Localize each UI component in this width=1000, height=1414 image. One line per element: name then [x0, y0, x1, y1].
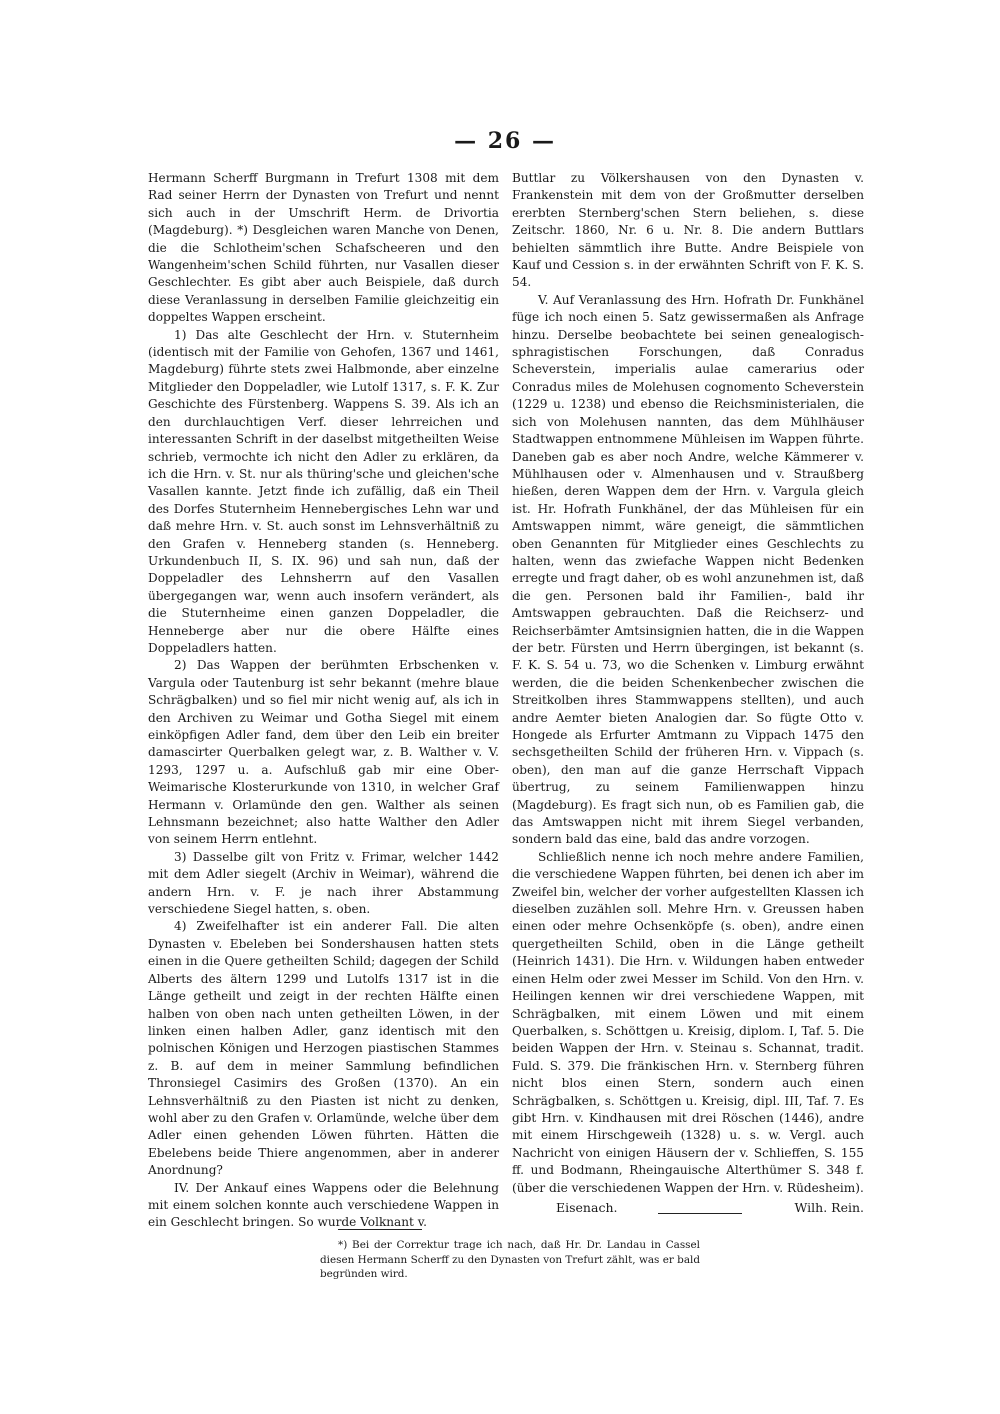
- end-rule: [658, 1213, 742, 1214]
- page-number: — 26 —: [454, 128, 556, 154]
- paragraph: 2) Das Wappen der berühmten Erbschenken v. Vargula oder Tautenburg ist sehr bekannt (mehre blaue Schrägbalken) und so fiel mir nicht wenig auf, als ich in den Archiven zu Weimar und Gotha Siegel mit einem einköpfigen Adler fand, dem über den Leib ein breiter damascirter Querbalken gelegt war, z. B. Walther v. V. 1293, 1297 u. a. Aufschluß gab mir eine Ober-Weimarische Klosterurkunde von 1310, in welcher Graf Hermann v. Orlamünde den gen. Walther als seinen Lehnsmann bezeichnet; also hatte Walther den Adler von seinem Herrn entlehnt.: [148, 658, 499, 847]
- right-column: [512, 170, 864, 1218]
- left-column: [148, 170, 499, 1232]
- paragraph: Buttlar zu Völkershausen von den Dynasten v. Frankenstein mit dem von der Großmutter derselben ererbten Sternberg'schen Stern beliehen, s. diese Zeitschr. 1860, Nr. 6 u. Nr. 8. Die andern Buttlars behielten sämmtlich ihre Butte. Andre Beispiele von Kauf und Cession s. in der erwähnten Schrift von F. K. S. 54.: [512, 171, 864, 290]
- footnote-rule: [338, 1229, 422, 1230]
- paragraph: 1) Das alte Geschlecht der Hrn. v. Stuternheim (identisch mit der Familie von Gehofen, 1367 und 1461, Magdeburg) führte stets zwei Halbmonde, aber einzelne Mitglieder den Doppeladler, wie Lutolf 1317, s. F. K. Zur Geschichte des Fürstenberg. Wappens S. 39. Als ich an den durchlauchtigen Verf. dieser lehrreichen und interessanten Schrift in der daselbst mitgetheilten Weise schrieb, vermochte ich nicht den Adler zu erklären, da ich die Hrn. v. St. nur als thüring'sche und gleichen'sche Vasallen kannte. Jetzt finde ich zufällig, daß ein Theil des Dorfes Stuternheim Hennebergisches Lehn war und daß mehre Hrn. v. St. auch sonst im Lehnsverhältniß zu den Grafen v. Henneberg standen (s. Henneberg. Urkundenbuch II, S. IX. 96) und sah nun, daß der Doppeladler des Lehnsherrn auf den Vasallen übergegangen war, wenn auch insofern verändert, als die Stuternheime einen ganzen Doppeladler, die Henneberge aber nur die obere Hälfte eines Doppeladlers hatten.: [148, 327, 499, 655]
- signature: [512, 1199, 864, 1218]
- paragraph: Hermann Scherff Burgmann in Trefurt 1308 mit dem Rad seiner Herrn der Dynasten von Trefurt und nennt sich auch in der Umschrift Herm. de Drivortia (Magdeburg). *) Desgleichen waren Manche von Denen, die die Schlotheim'schen Schafscheeren und den Wangenheim'schen Schild führten, nur Vasallen dieser Geschlechter. Es gibt aber auch Beispiele, daß durch diese Veranlassung in derselben Familie gleichzeitig ein doppeltes Wappen erscheint.: [148, 171, 499, 325]
- signature-name: Wilh. Rein.: [794, 1199, 864, 1215]
- paragraph: 3) Dasselbe gilt von Fritz v. Frimar, welcher 1442 mit dem Adler siegelt (Archiv in Weimar), während die andern Hrn. v. F. je nach ihrer Abstammung verschiedene Siegel hatten, s. oben.: [148, 849, 499, 917]
- footnote: [320, 1238, 700, 1282]
- signature-place: Eisenach.: [556, 1199, 618, 1215]
- footnote-text: *) Bei der Correktur trage ich nach, daß Hr. Dr. Landau in Cassel diesen Hermann Scherff zu den Dynasten von Trefurt zählt, was er bald begründen wird.: [320, 1239, 700, 1281]
- paragraph: IV. Der Ankauf eines Wappens oder die Belehnung mit einem solchen konnte auch verschiedene Wappen in ein Geschlecht bringen. So wurde Volknant v.: [148, 1180, 499, 1230]
- paragraph: Schließlich nenne ich noch mehre andere Familien, die verschiedene Wappen führten, bei denen ich aber im Zweifel bin, welcher der vorher aufgestellten Klassen ich dieselben zuzählen soll. Mehre Hrn. v. Greussen haben einen oder mehre Ochsenköpfe (s. oben), andre einen quergetheilten Schild, oben in die Länge getheilt (Heinrich 1431). Die Hrn. v. Wildungen haben entweder einen Helm oder zwei Messer im Schild. Von den Hrn. v. Heilingen kennen wir drei verschiedene Wappen, mit Schrägbalken, mit einem Löwen und mit einem Querbalken, s. Schöttgen u. Kreisig, diplom. I, Taf. 5. Die beiden Wappen der Hrn. v. Steinau s. Schannat, tradit. Fuld. S. 379. Die fränkischen Hrn. v. Sternberg führen nicht blos einen Stern, sondern auch einen Schrägbalken, s. Schöttgen u. Kreisig, dipl. III, Taf. 7. Es gibt Hrn. v. Kindhausen mit drei Röschen (1446), andre mit einem Hirschgeweih (1328) u. s. w. Vergl. auch Nachricht von einigen Häusern der v. Schlieffen, S. 155 ff. und Bodmann, Rheingauische Alterthümer S. 348 f. (über die verschiedenen Wappen der Hrn. v. Rüdesheim).: [512, 849, 864, 1195]
- paragraph: V. Auf Veranlassung des Hrn. Hofrath Dr. Funkhänel füge ich noch einen 5. Satz gewissermaßen als Anfrage hinzu. Derselbe beobachtete bei seinen genealogisch-sphragistischen Forschungen, daß Conradus Scheverstein, imperialis aulae camerarius oder Conradus miles de Molehusen cognomento Scheverstein (1229 u. 1238) und ebenso die Reichsministerialen, die sich von Molehusen nannten, das dem Mühlhäuser Stadtwappen entnommene Mühleisen im Wappen führte. Daneben gab es aber noch Andre, welche Kämmerer v. Mühlhausen oder v. Almenhausen und v. Straußberg hießen, deren Wappen dem der Hrn. v. Vargula gleich ist. Hr. Hofrath Funkhänel, der das Mühleisen für ein Amtswappen nimmt, wäre geneigt, die sämmtlichen oben Genannten für Mitglieder eines Geschlechts zu halten, wenn das zwiefache Wappen nicht Bedenken erregte und fragt daher, ob es wohl anzunehmen ist, daß die gen. Personen bald ihr Familien-, bald ihr Amtswappen gebrauchten. Daß die Reichserz- und Reichserbämter Amtsinsignien hatten, die in die Wappen der betr. Fürsten und Herrn übergingen, ist bekannt (s. F. K. S. 54 u. 73, wo die Schenken v. Limburg erwähnt werden, die die beiden Schenkenbecher zwischen die Streitkolben ihres Stammwappens stellten), und auch andre Aemter bieten Analogien dar. So fügte Otto v. Hongede als Erfurter Amtmann zu Vippach 1475 den sechsgetheilten Schild der früheren Hrn. v. Vippach (s. oben), den man auf die ganze Herrschaft Vippach übertrug, zu seinem Familienwappen hinzu (Magdeburg). Es fragt sich nun, ob es Familien gab, die das Amtswappen nicht mit ihrem Siegel verbanden, sondern bald das eine, bald das andre vorzogen.: [512, 292, 864, 847]
- paragraph: 4) Zweifelhafter ist ein anderer Fall. Die alten Dynasten v. Ebeleben bei Sondershausen hatten stets einen in die Quere getheilten Schild; dagegen der Schild Alberts des ältern 1299 und Lutolfs 1317 ist in die Länge getheilt und zeigt in der rechten Hälfte einen halben von oben nach unten getheilten Löwen, in der linken einen halben Adler, ganz identisch mit den polnischen Königen und Herzogen piastischen Stammes z. B. auf dem in meiner Sammlung befindlichen Thronsiegel Casimirs des Großen (1370). An ein Lehnsverhältniß zu den Piasten ist nicht zu denken, wohl aber zu den Grafen v. Orlamünde, welche über dem Adler einen gehenden Löwen führten. Hätten die Ebelebens beide Thiere angenommen, aber in anderer Anordnung?: [148, 919, 499, 1178]
